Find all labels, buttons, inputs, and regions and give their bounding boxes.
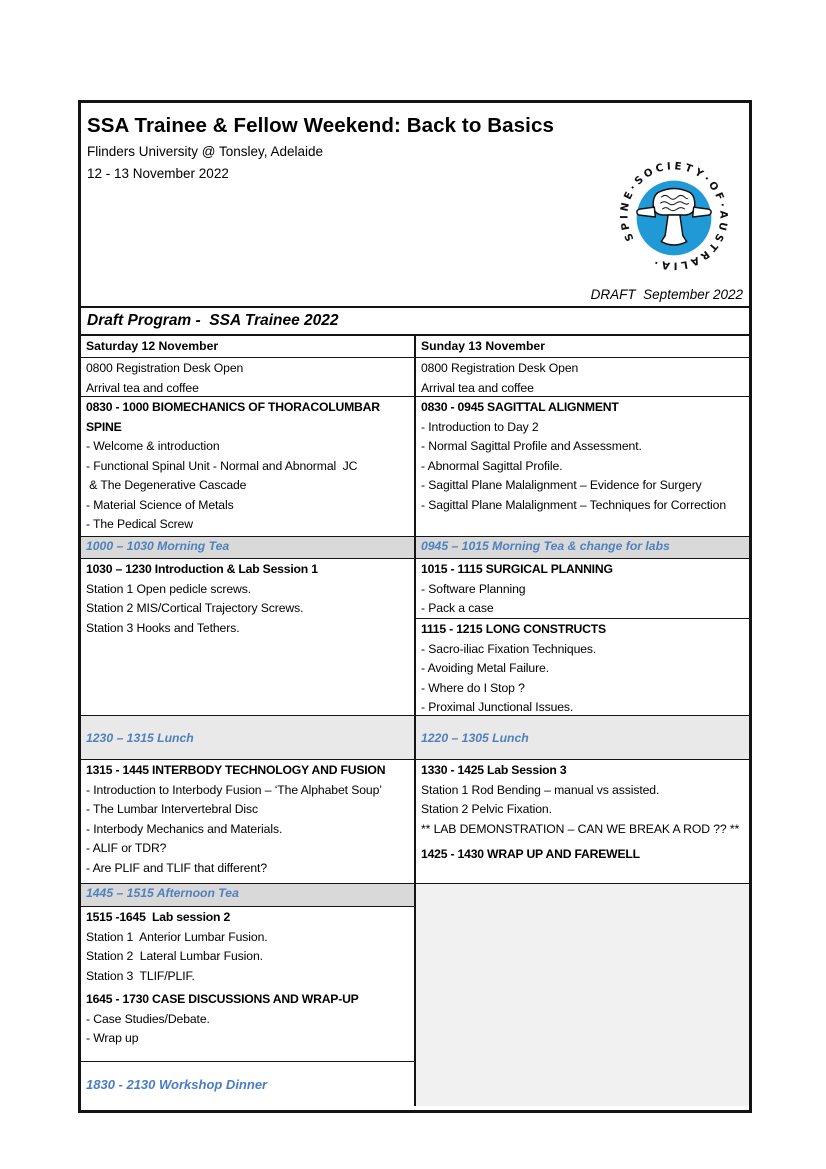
- session-lines: [421, 640, 745, 717]
- saturday-lab-session1-cell: [81, 559, 414, 716]
- sunday-column: [414, 336, 749, 1106]
- session-title: 1115 - 1215 LONG CONSTRUCTS: [421, 622, 606, 636]
- text-line: - Where do I Stop ?: [421, 680, 525, 695]
- vertebra-body-icon: [653, 188, 695, 215]
- text-line: - Interbody Mechanics and Materials.: [86, 821, 283, 836]
- sunday-surgical-planning-cell: [416, 559, 749, 619]
- text-line: - Functional Spinal Unit - Normal and Abnormal JC: [86, 458, 358, 473]
- session-title: 1425 - 1430 WRAP UP AND FAREWELL: [421, 847, 640, 861]
- saturday-session-interbody-cell: [81, 760, 414, 884]
- sunday-lab-session3-cell: [416, 760, 749, 884]
- text-line: - The Lumbar Intervertebral Disc: [86, 802, 259, 816]
- morning-tea-label: 0945 – 1015 Morning Tea & change for labs: [421, 539, 670, 553]
- program-title-row: [81, 308, 749, 336]
- schedule-table: [81, 336, 749, 1106]
- saturday-registration-cell: [81, 358, 414, 397]
- text-line: - Proximal Junctional Issues.: [421, 700, 574, 714]
- program-title: Draft Program - SSA Trainee 2022: [87, 312, 339, 329]
- sunday-day-header: Sunday 13 November: [416, 336, 749, 358]
- draft-note: DRAFT September 2022: [590, 287, 743, 302]
- saturday-day-header: Saturday 12 November: [81, 336, 414, 358]
- dinner-label: 1830 - 2130 Workshop Dinner: [86, 1077, 268, 1092]
- text-line: - Sagittal Plane Malalignment – Techniques for Correction: [421, 497, 727, 512]
- ssa-logo: [615, 157, 733, 275]
- text-line: - Software Planning: [421, 581, 526, 596]
- text-line: - Introduction to Interbody Fusion – ‘The Alphabet Soup’: [86, 782, 382, 797]
- session-lines: [421, 580, 745, 619]
- saturday-morning-tea-row: [81, 537, 414, 559]
- sunday-empty-cell: [416, 884, 749, 1106]
- text-line: - Welcome & introduction: [86, 439, 220, 453]
- session-title: 0830 - 0945 SAGITTAL ALIGNMENT: [421, 400, 619, 414]
- venue-line: Flinders University @ Tonsley, Adelaide: [87, 144, 324, 159]
- session-lines: [86, 1010, 410, 1049]
- session-title: 1515 -1645 Lab session 2: [86, 910, 231, 924]
- saturday-afternoon-tea-row: [81, 884, 414, 907]
- vertebra-left-wing-icon: [637, 207, 655, 217]
- text-line: - Pack a case: [421, 601, 494, 615]
- text-line: Station 1 Open pedicle screws.: [86, 581, 252, 596]
- page-title: SSA Trainee & Fellow Weekend: Back to Basics: [87, 114, 554, 137]
- lunch-label: 1220 – 1305 Lunch: [421, 731, 529, 745]
- text-line: Arrival tea and coffee: [86, 380, 199, 395]
- session-lines: [421, 781, 745, 840]
- saturday-column: [81, 336, 414, 1106]
- text-line: Station 1 Rod Bending – manual vs assisted.: [421, 782, 660, 797]
- morning-tea-label: 1000 – 1030 Morning Tea: [86, 539, 230, 553]
- text-line: - Normal Sagittal Profile and Assessment.: [421, 439, 642, 453]
- session-title: 1645 - 1730 CASE DISCUSSIONS AND WRAP-UP: [86, 992, 359, 1006]
- doc-header: [81, 103, 749, 308]
- saturday-dinner-row: [81, 1062, 414, 1106]
- sunday-morning-tea-row: [416, 537, 749, 559]
- text-line: - Avoiding Metal Failure.: [421, 661, 550, 675]
- session-lines: [421, 418, 745, 516]
- session-title: 1015 - 1115 SURGICAL PLANNING: [421, 562, 613, 576]
- session-title: 1330 - 1425 Lab Session 3: [421, 763, 567, 777]
- text-line: Station 2 Pelvic Fixation.: [421, 802, 552, 816]
- lunch-label: 1230 – 1315 Lunch: [86, 731, 194, 745]
- text-line: - Case Studies/Debate.: [86, 1011, 210, 1026]
- text-line: - Are PLIF and TLIF that different?: [86, 860, 267, 875]
- text-line: Station 1 Anterior Lumbar Fusion.: [86, 929, 268, 944]
- text-line: - Abnormal Sagittal Profile.: [421, 458, 563, 473]
- session-title: 0830 - 1000 BIOMECHANICS OF THORACOLUMBAR SPINE: [86, 400, 384, 434]
- text-line: 0800 Registration Desk Open: [86, 361, 244, 375]
- afternoon-tea-label: 1445 – 1515 Afternoon Tea: [86, 886, 239, 900]
- text-line: - Sacro-iliac Fixation Techniques.: [421, 641, 597, 656]
- text-line: - Introduction to Day 2: [421, 419, 539, 434]
- vertebra-right-wing-icon: [693, 207, 711, 217]
- document-frame: [78, 100, 752, 1113]
- saturday-session-biomechanics-cell: [81, 397, 414, 537]
- date-line: 12 - 13 November 2022: [87, 166, 229, 181]
- logo-ring-text: SPINE·SOCIETY·OF·AUSTRALIA·: [618, 160, 730, 272]
- sunday-long-constructs-cell: [416, 619, 749, 716]
- text-line: Station 2 MIS/Cortical Trajectory Screws.: [86, 601, 304, 615]
- saturday-lunch-row: [81, 716, 414, 760]
- text-line: Arrival tea and coffee: [421, 380, 534, 395]
- text-line: - Material Science of Metals: [86, 497, 234, 512]
- sunday-registration-cell: [416, 358, 749, 397]
- text-line: - Sagittal Plane Malalignment – Evidence for Surgery: [421, 478, 702, 492]
- session-lines: [86, 437, 410, 537]
- session-title: 1315 - 1445 INTERBODY TECHNOLOGY AND FUSION: [86, 763, 386, 777]
- spine-society-logo-icon: [615, 157, 733, 275]
- sunday-session-sagittal-cell: [416, 397, 749, 537]
- session-lines: [86, 580, 410, 639]
- session-title: 1030 – 1230 Introduction & Lab Session 1: [86, 562, 318, 576]
- text-line: 0800 Registration Desk Open: [421, 361, 579, 375]
- text-line: & The Degenerative Cascade: [86, 478, 247, 492]
- text-line: - ALIF or TDR?: [86, 841, 167, 855]
- text-line: ** LAB DEMONSTRATION – CAN WE BREAK A ROD ?? **: [421, 821, 740, 836]
- saturday-lab-session2-cell: [81, 907, 414, 1062]
- text-line: Station 3 TLIF/PLIF.: [86, 968, 195, 983]
- text-line: - Wrap up: [86, 1031, 139, 1045]
- text-line: Station 3 Hooks and Tethers.: [86, 620, 240, 635]
- sunday-lunch-row: [416, 716, 749, 760]
- session-lines: [86, 928, 410, 987]
- text-line: - The Pedical Screw: [86, 517, 193, 531]
- session-lines: [86, 781, 410, 879]
- text-line: Station 2 Lateral Lumbar Fusion.: [86, 949, 263, 963]
